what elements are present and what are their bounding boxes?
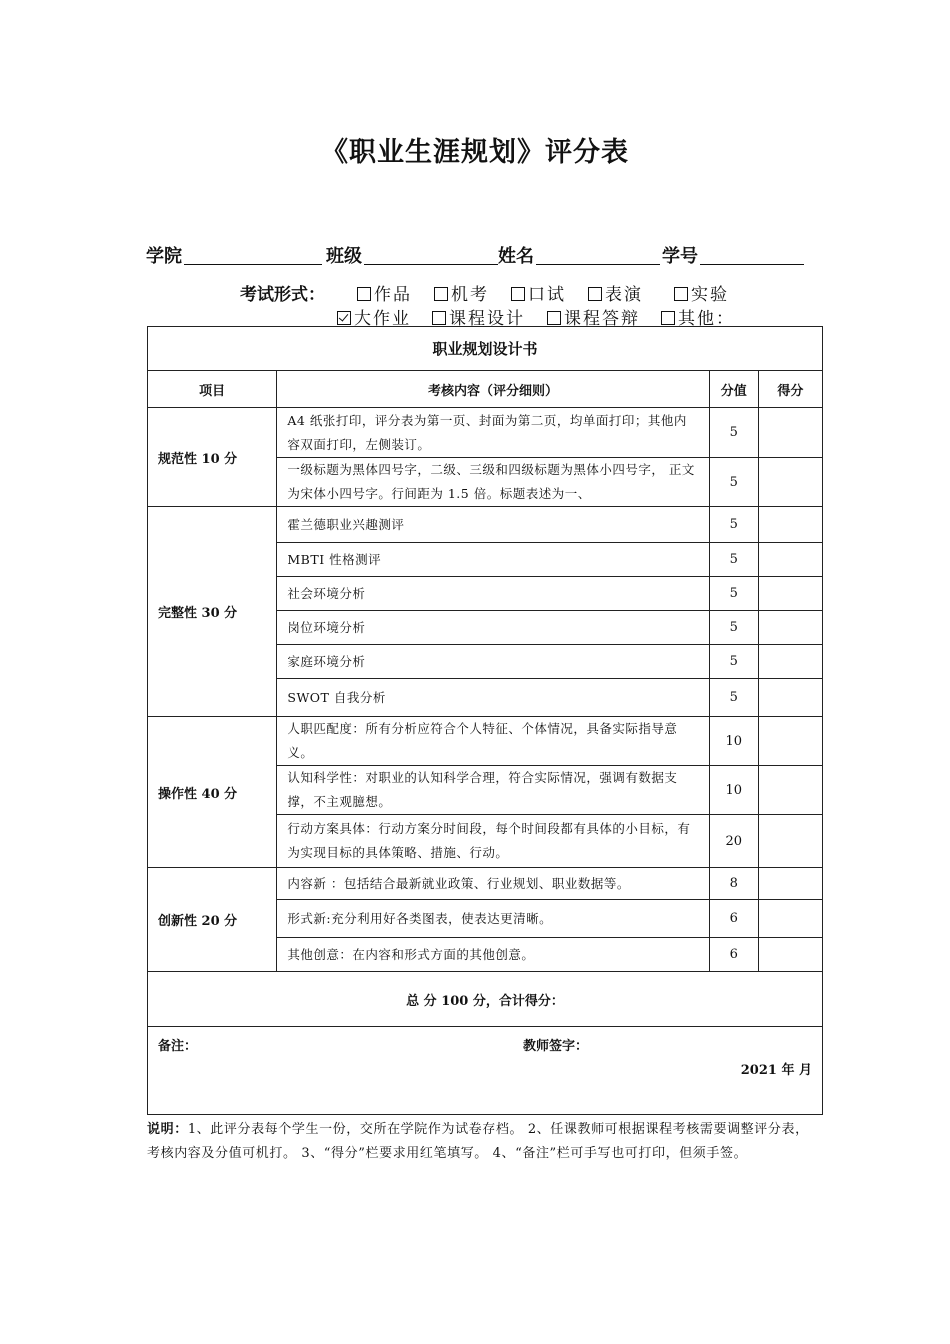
checkbox-icon [588, 287, 602, 301]
score-cell[interactable] [758, 938, 822, 972]
criteria-text: 霍兰德职业兴趣测评 [277, 507, 709, 543]
checkbox-icon [674, 287, 688, 301]
criteria-text: MBTI 性格测评 [277, 543, 709, 577]
table-heading: 职业规划设计书 [148, 327, 823, 371]
header-value: 分值 [709, 371, 758, 408]
checkbox-icon [357, 287, 371, 301]
criteria-value: 5 [709, 577, 758, 611]
page-title: 《职业生涯规划》评分表 [321, 137, 629, 168]
score-cell[interactable] [758, 458, 822, 507]
remark-label: 备注： [158, 1039, 198, 1054]
remark-cell[interactable] [148, 1027, 823, 1115]
note-text: 1、此评分表每个学生一份，交所在学院作为试卷存档。 2、任课教师可根据课程考核需要调整评分表，考核内容及分值可机打。 3、“得分”栏要求用红笔填写。 4、“备注”栏可手写也可打印，但须手签。 [147, 1122, 809, 1161]
criteria-text: 其他创意：在内容和形式方面的其他创意。 [277, 938, 709, 972]
criteria-text: 形式新:充分利用好各类图表，使表达更清晰。 [277, 900, 709, 938]
class-field[interactable] [364, 264, 498, 265]
criteria-value: 20 [709, 815, 758, 868]
score-cell[interactable] [758, 611, 822, 645]
criteria-value: 10 [709, 766, 758, 815]
criteria-value: 5 [709, 679, 758, 717]
exam-type-row-1 [0, 280, 950, 304]
score-cell[interactable] [758, 766, 822, 815]
name-label: 姓名 [498, 246, 534, 267]
college-label: 学院 [146, 246, 182, 267]
criteria-text: 内容新 ：包括结合最新就业政策、行业规划、职业数据等。 [277, 868, 709, 900]
option-computer-exam[interactable]: 机考 [434, 280, 489, 305]
criteria-text: 家庭环境分析 [277, 645, 709, 679]
option-oral-exam[interactable]: 口试 [511, 280, 566, 305]
teacher-signature-label: 教师签字： [523, 1039, 589, 1054]
criteria-text: 岗位环境分析 [277, 611, 709, 645]
criteria-value: 6 [709, 938, 758, 972]
checkbox-icon [511, 287, 525, 301]
note-label: 说明： [147, 1122, 188, 1137]
criteria-value: 10 [709, 717, 758, 766]
category-innovation: 创新性 20 分 [148, 868, 277, 972]
remark-row [148, 1027, 823, 1115]
option-other[interactable]: 其他： [661, 304, 735, 329]
student-id-field[interactable] [700, 264, 804, 265]
header-content: 考核内容（评分细则） [277, 371, 709, 408]
criteria-value: 5 [709, 507, 758, 543]
score-cell[interactable] [758, 645, 822, 679]
criteria-value: 5 [709, 543, 758, 577]
checkbox-icon [432, 311, 446, 325]
signature-date: 2021 年 月 [740, 1063, 812, 1078]
option-course-defense[interactable]: 课程答辩 [547, 304, 640, 329]
checkbox-checked-icon [337, 311, 351, 325]
criteria-value: 8 [709, 868, 758, 900]
score-cell[interactable] [758, 900, 822, 938]
score-cell[interactable] [758, 408, 822, 458]
option-works[interactable]: 作品 [357, 280, 412, 305]
total-row [148, 972, 823, 1027]
checkbox-icon [434, 287, 448, 301]
checkbox-icon [661, 311, 675, 325]
scoring-table [147, 326, 823, 1115]
criteria-text: 一级标题为黑体四号字，二级、三级和四级标题为黑体小四号字， 正文为宋体小四号字。行间距为 1.5 倍。标题表述为一、 [287, 462, 695, 501]
table-row [148, 868, 823, 900]
class-label: 班级 [326, 246, 362, 267]
category-standard: 规范性 10 分 [148, 408, 277, 507]
header-item: 项目 [148, 371, 277, 408]
criteria-text: 人职匹配度：所有分析应符合个人特征、个体情况，具备实际指导意义。 [277, 717, 709, 766]
table-row [148, 507, 823, 543]
option-major-assignment[interactable]: 大作业 [337, 304, 411, 329]
checkbox-icon [547, 311, 561, 325]
criteria-value: 5 [709, 611, 758, 645]
total-score-text[interactable]: 总 分 100 分，合计得分： [148, 972, 823, 1027]
student-id-label: 学号 [662, 246, 698, 267]
criteria-text: SWOT 自我分析 [277, 679, 709, 717]
category-operability: 操作性 40 分 [148, 717, 277, 868]
option-experiment[interactable]: 实验 [674, 280, 729, 305]
criteria-value: 6 [709, 900, 758, 938]
table-row [148, 717, 823, 766]
criteria-value: 5 [709, 408, 758, 458]
student-info-row [146, 242, 806, 266]
exam-type-label: 考试形式： [240, 285, 325, 305]
option-course-design[interactable]: 课程设计 [432, 304, 525, 329]
criteria-text: A4 纸张打印，评分表为第一页、封面为第二页，均单面打印；其他内容双面打印，左侧装订。 [277, 408, 709, 458]
instructions-note [147, 1118, 817, 1166]
category-completeness: 完整性 30 分 [148, 507, 277, 717]
table-header-row [148, 371, 823, 408]
criteria-text: 行动方案具体：行动方案分时间段，每个时间段都有具体的小目标，有为实现目标的具体策略、措施、行动。 [277, 815, 709, 868]
score-cell[interactable] [758, 577, 822, 611]
table-row [148, 408, 823, 458]
name-field[interactable] [536, 264, 660, 265]
option-performance[interactable]: 表演 [588, 280, 643, 305]
score-cell[interactable] [758, 679, 822, 717]
criteria-value: 5 [709, 458, 758, 507]
score-cell[interactable] [758, 868, 822, 900]
score-cell[interactable] [758, 543, 822, 577]
score-cell[interactable] [758, 507, 822, 543]
criteria-value: 5 [709, 645, 758, 679]
score-cell[interactable] [758, 815, 822, 868]
exam-type-row-2 [0, 304, 950, 328]
score-cell[interactable] [758, 717, 822, 766]
criteria-text: 社会环境分析 [277, 577, 709, 611]
criteria-text: 认知科学性：对职业的认知科学合理，符合实际情况，强调有数据支撑，不主观臆想。 [277, 766, 709, 815]
header-score: 得分 [758, 371, 822, 408]
college-field[interactable] [184, 264, 322, 265]
